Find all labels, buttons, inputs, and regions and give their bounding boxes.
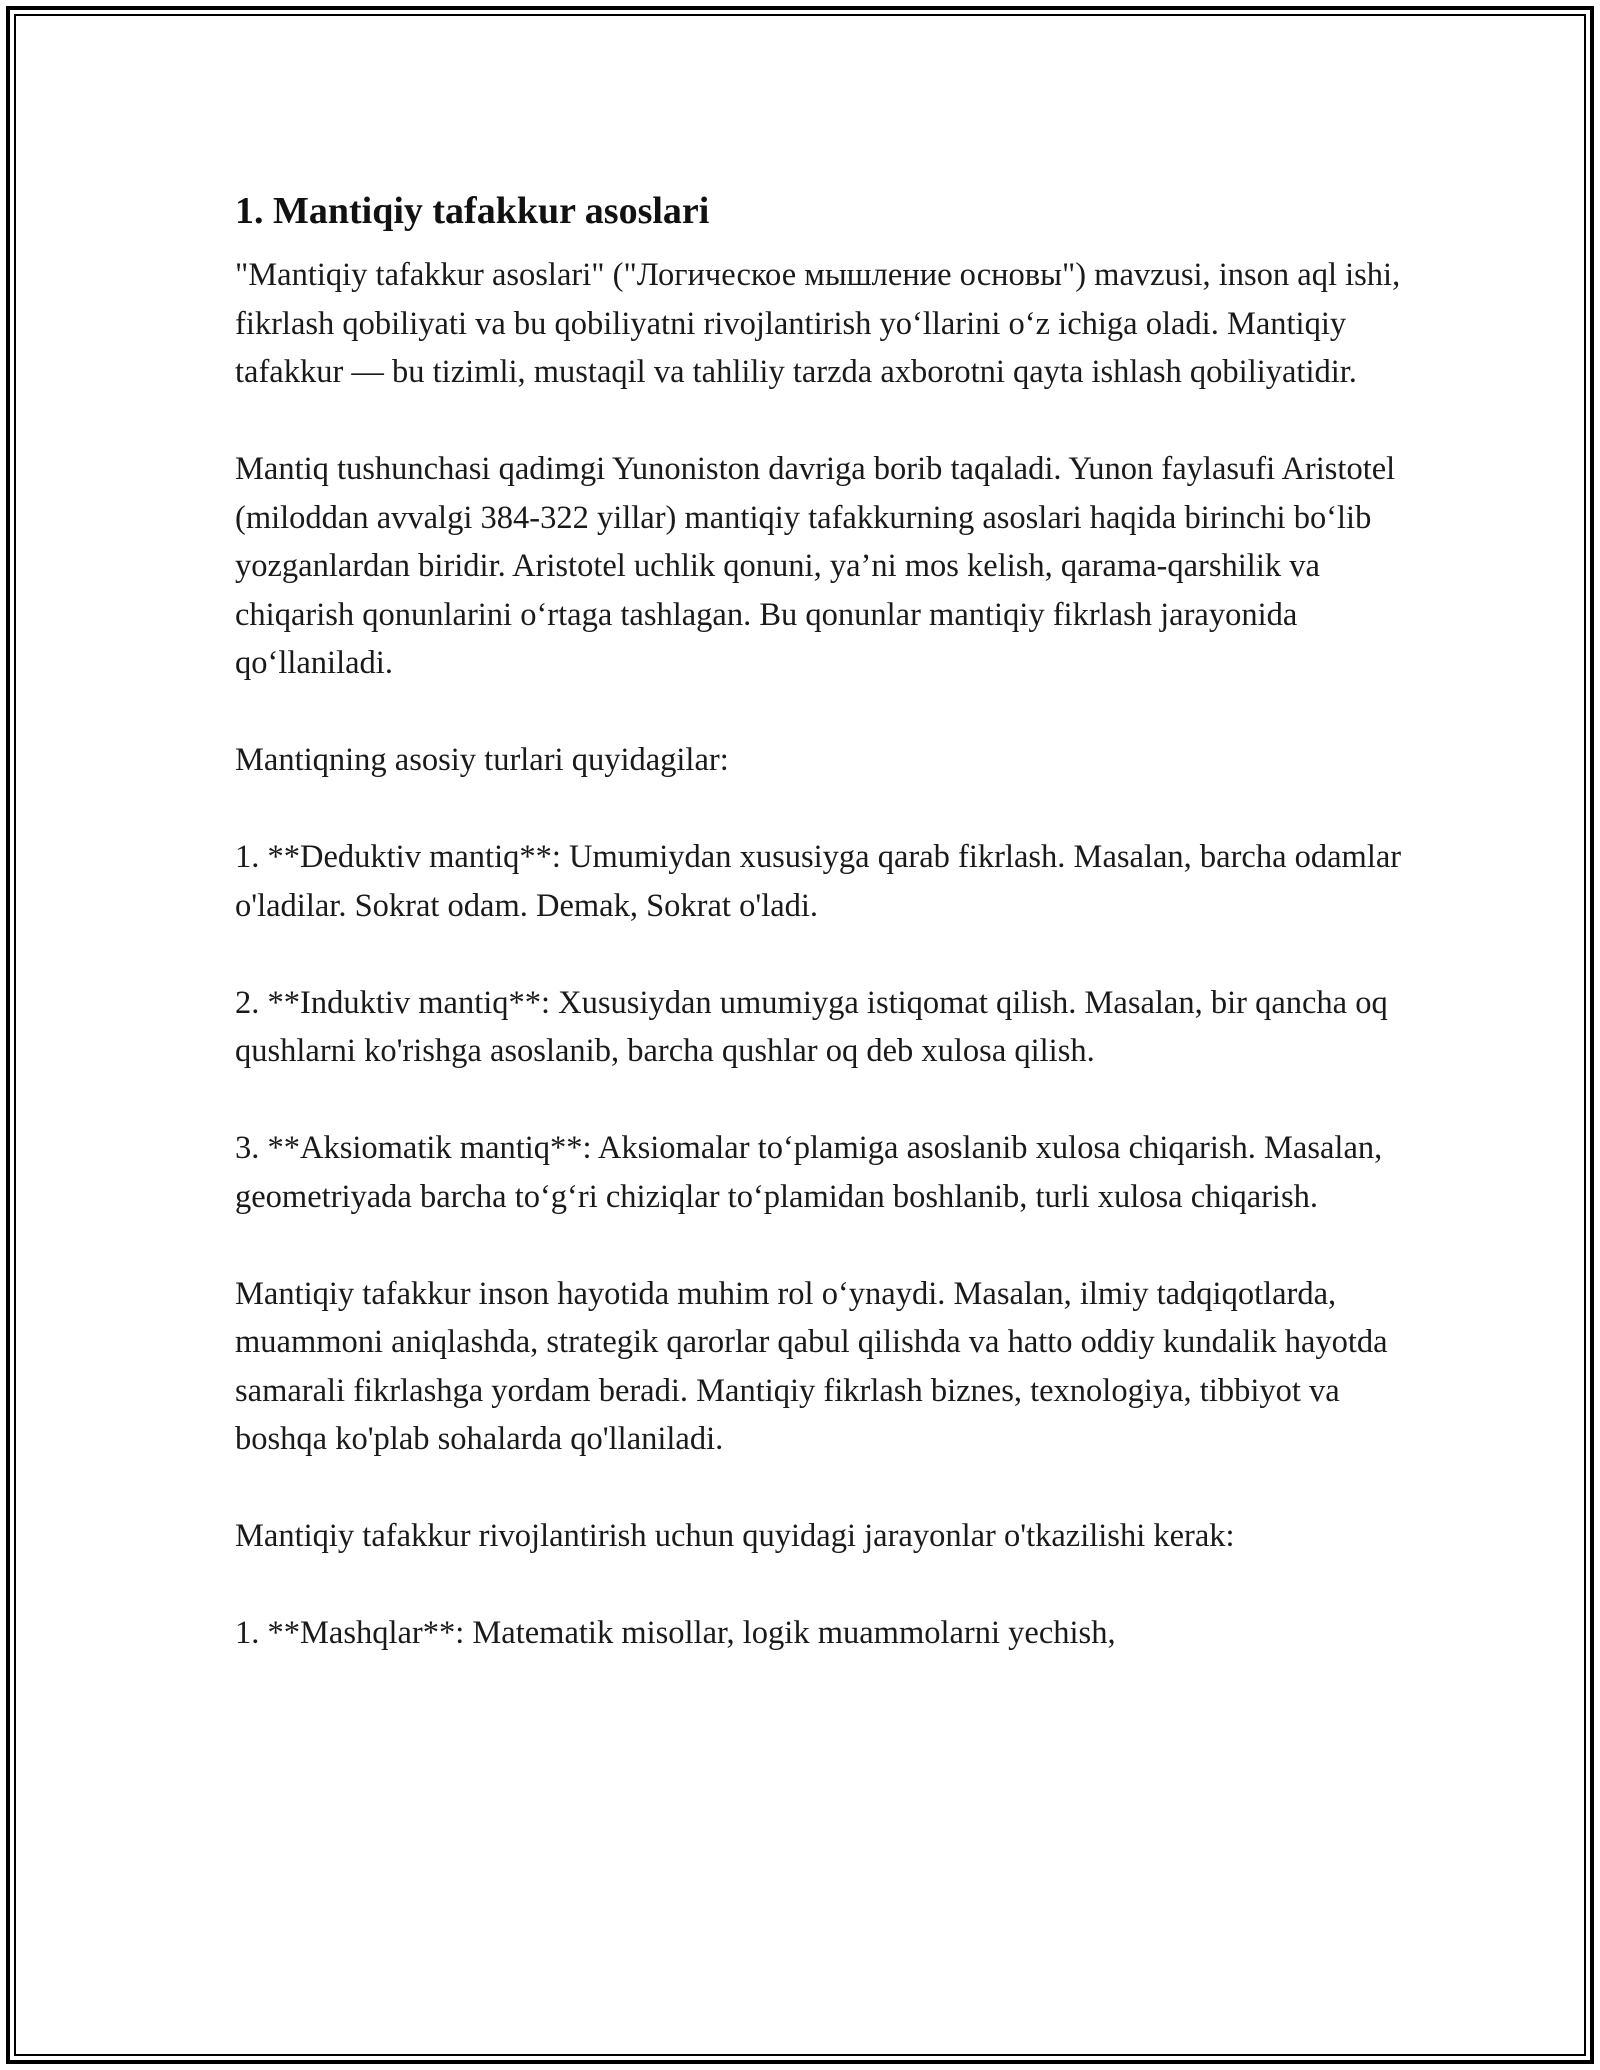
list-item-axiomatic: 3. **Aksiomatik mantiq**: Aksiomalar to‘plamiga asoslanib xulosa chiqarish. Masalan, geometriyada barcha to‘g‘ri chiziqlar to‘plamidan boshlanib, turli xulosa chiqarish. (235, 1130, 1383, 1215)
section-heading: 1. Mantiqiy tafakkur asoslari (235, 190, 710, 232)
list-item-inductive: 2. **Induktiv mantiq**: Xususiydan umumiyga istiqomat qilish. Masalan, bir qancha oq qushlarni ko'rishga asoslanib, barcha qushlar oq deb xulosa qilish. (235, 984, 1388, 1069)
list-item-deductive: 1. **Deduktiv mantiq**: Umumiydan xususiyga qarab fikrlash. Masalan, barcha odamlar o'ladilar. Sokrat odam. Demak, Sokrat o'ladi. (235, 839, 1402, 924)
paragraph-history: Mantiq tushunchasi qadimgi Yunoniston davriga borib taqaladi. Yunon faylasufi Aristotel (miloddan avvalgi 384-322 yillar) mantiqiy tafakkurning asoslari haqida birinchi bo‘lib yozganlardan biridir. Aristotel uchlik qonuni, ya’ni mos kelish, qarama-qarshilik va chiqarish qonunlarini o‘rtaga tashlagan. Bu qonunlar mantiqiy fikrlash jarayonida qo‘llaniladi. (235, 451, 1396, 681)
paragraph-importance: Mantiqiy tafakkur inson hayotida muhim rol o‘ynaydi. Masalan, ilmiy tadqiqotlarda, muammoni aniqlashda, strategik qarorlar qabul qilishda va hatto oddiy kundalik hayotda samarali fikrlashga yordam beradi. Mantiqiy fikrlash biznes, texnologiya, tibbiyot va boshqa ko'plab sohalarda qo'llaniladi. (235, 1275, 1388, 1457)
paragraph-types-intro: Mantiqning asosiy turlari quyidagilar: (235, 742, 729, 778)
document-content (235, 185, 1415, 1706)
paragraph-development-intro: Mantiqiy tafakkur rivojlantirish uchun quyidagi jarayonlar o'tkazilishi kerak: (235, 1518, 1235, 1554)
paragraph-intro: "Mantiqiy tafakkur asoslari" ("Логическое мышление основы") mavzusi, inson aql ishi, fikrlash qobiliyati va bu qobiliyatni rivojlantirish yo‘llarini o‘z ichiga oladi. Mantiqiy tafakkur — bu tizimli, mustaqil va tahliliy tarzda axborotni qayta ishlash qobiliyatidir. (235, 257, 1401, 390)
list-item-exercises: 1. **Mashqlar**: Matematik misollar, logik muammolarni yechish, (235, 1615, 1116, 1651)
